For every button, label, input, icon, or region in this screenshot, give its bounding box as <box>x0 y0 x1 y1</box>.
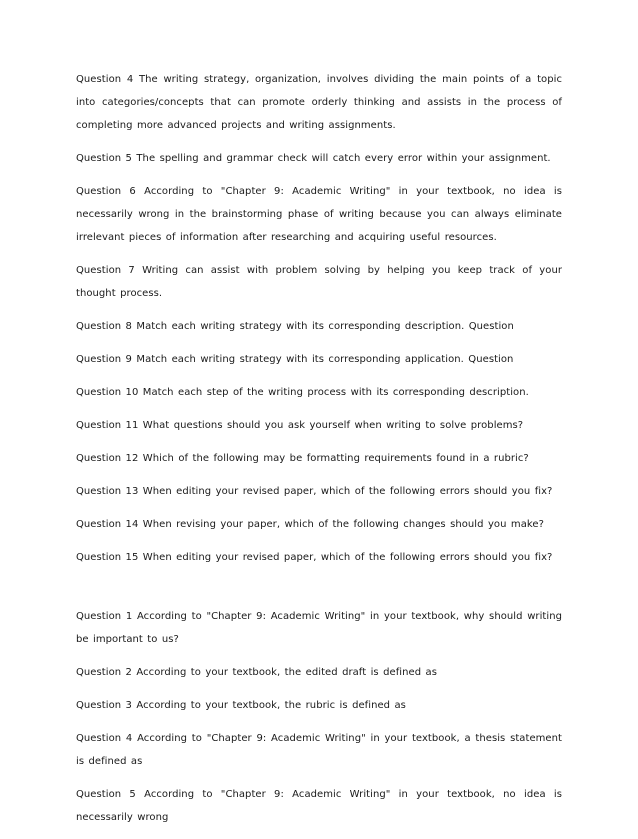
document-body <box>76 68 562 839</box>
section-gap <box>76 579 562 605</box>
question-4-b: Question 4 According to "Chapter 9: Academic Writing" in your textbook, a thesis statement is defined as <box>76 733 562 767</box>
question-5-b: Question 5 According to "Chapter 9: Academic Writing" in your textbook, no idea is necessarily wrong <box>76 789 562 823</box>
question-3-b: Question 3 According to your textbook, the rubric is defined as <box>76 700 406 711</box>
question-13: Question 13 When editing your revised paper, which of the following errors should you fix? <box>76 486 553 497</box>
question-4: Question 4 The writing strategy, organization, involves dividing the main points of a topic into categories/concepts that can promote orderly thinking and assists in the process of completing more advanced projects and writing assignments. <box>76 74 562 131</box>
question-11: Question 11 What questions should you ask yourself when writing to solve problems? <box>76 420 524 431</box>
question-9: Question 9 Match each writing strategy with its corresponding application. Question <box>76 354 514 365</box>
question-8: Question 8 Match each writing strategy with its corresponding description. Question <box>76 321 514 332</box>
question-6: Question 6 According to "Chapter 9: Academic Writing" in your textbook, no idea is necessarily wrong in the brainstorming phase of writing because you can always eliminate irrelevant pieces of information after researching and acquiring useful resources. <box>76 186 562 243</box>
question-2-b: Question 2 According to your textbook, the edited draft is defined as <box>76 667 437 678</box>
question-12: Question 12 Which of the following may be formatting requirements found in a rubric? <box>76 453 529 464</box>
question-5: Question 5 The spelling and grammar check will catch every error within your assignment. <box>76 153 551 164</box>
question-10: Question 10 Match each step of the writing process with its corresponding description. <box>76 387 529 398</box>
question-14: Question 14 When revising your paper, which of the following changes should you make? <box>76 519 544 530</box>
question-1-b: Question 1 According to "Chapter 9: Academic Writing" in your textbook, why should writing be important to us? <box>76 611 562 645</box>
question-15: Question 15 When editing your revised paper, which of the following errors should you fix? <box>76 552 553 563</box>
question-7: Question 7 Writing can assist with problem solving by helping you keep track of your thought process. <box>76 265 562 299</box>
